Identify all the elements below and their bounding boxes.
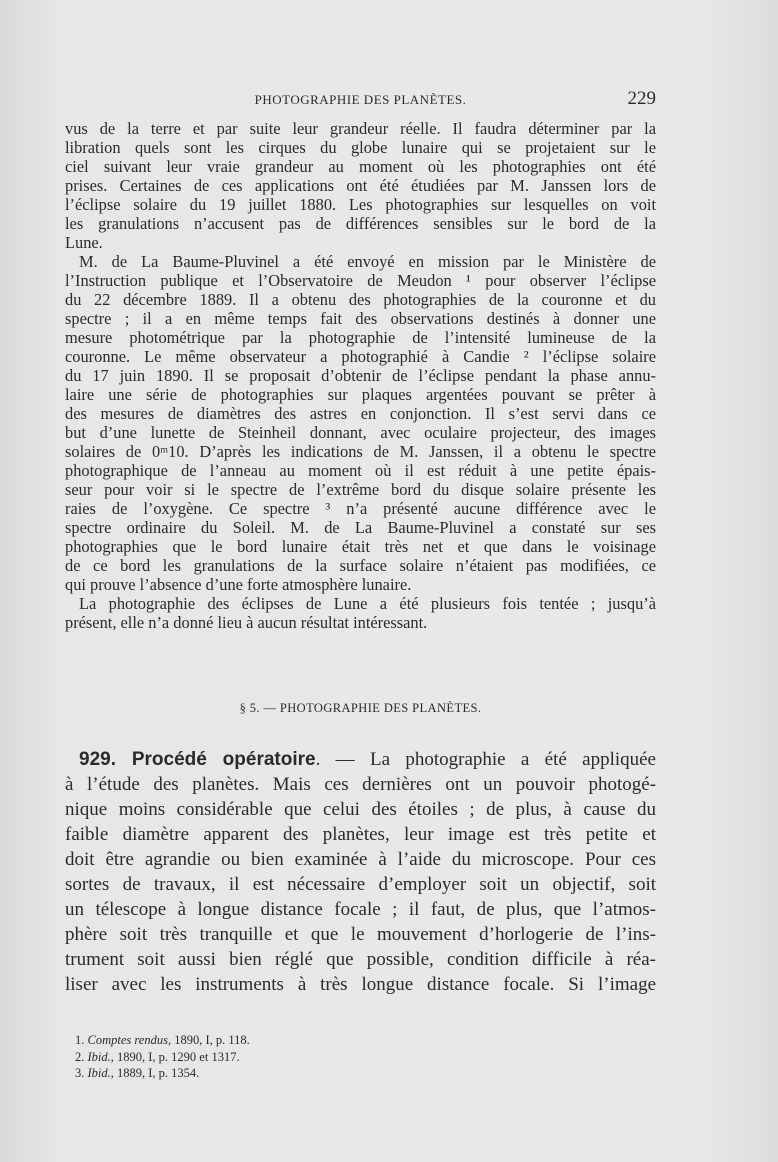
text-line: prises. Certaines de ces applications ont été étudiées par M. Janssen lors de xyxy=(65,176,656,195)
footnotes xyxy=(65,1032,656,1082)
text-line: de ce bord les granulations de la surface solaire n’étaient pas modifiées, ce xyxy=(65,556,656,575)
text-line: liser avec les instruments à très longue distance focale. Si l’image xyxy=(65,974,656,995)
text-line: un télescope à longue distance focale ; il faut, de plus, que l’atmos- xyxy=(65,899,656,920)
text-line: photographies que le bord lunaire était très net et que dans le voisinage xyxy=(65,537,656,556)
footnote xyxy=(65,1032,656,1049)
text-line: faible diamètre apparent des planètes, leur image est très petite et xyxy=(65,824,656,845)
text-line: laire une série de photographies sur plaques argentées pouvant se prêter à xyxy=(65,385,656,404)
text-line: du 22 décembre 1889. Il a obtenu des photographies de la couronne et du xyxy=(65,290,656,309)
article-first-line xyxy=(65,747,656,772)
body-text xyxy=(65,119,656,632)
footnote xyxy=(65,1065,656,1082)
footnote xyxy=(65,1049,656,1066)
footnote-number: 2. xyxy=(75,1049,85,1064)
article-title: 929. Procédé opératoire xyxy=(79,749,316,770)
text-line: raies de l’oxygène. Ce spectre ³ n’a présenté aucune différence avec le xyxy=(65,499,656,518)
text-line: sortes de travaux, il est nécessaire d’employer soit un objectif, soit xyxy=(65,874,656,895)
text-line: solaires de 0ᵐ10. D’après les indications de M. Janssen, il a obtenu le spectre xyxy=(65,442,656,461)
text-line: qui prouve l’absence d’une forte atmosphère lunaire. xyxy=(65,575,412,594)
text-line: but d’une lunette de Steinheil donnant, avec oculaire projecteur, des images xyxy=(65,423,656,442)
footnote-ref: 1889, I, p. 1354. xyxy=(113,1066,200,1081)
text-line: M. de La Baume-Pluvinel a été envoyé en mission par le Ministère de xyxy=(79,252,656,271)
text-line: spectre ; il a en même temps fait des observations destinés à donner une xyxy=(65,309,656,328)
text-line: couronne. Le même observateur a photographié à Candie ² l’éclipse solaire xyxy=(65,347,656,366)
article-929 xyxy=(65,747,656,997)
running-header xyxy=(65,88,656,110)
text-line: phère soit très tranquille et que le mouvement d’horlogerie de l’ins- xyxy=(65,924,656,945)
running-title: PHOTOGRAPHIE DES PLANÈTES. xyxy=(254,92,467,107)
text-line: du 17 juin 1890. Il se proposait d’obtenir de l’éclipse pendant la phase annu- xyxy=(65,366,656,385)
text-line: l’éclipse solaire du 19 juillet 1880. Les photographies sur lesquelles on voit xyxy=(65,195,656,214)
text-line: photographique de l’anneau au moment où il est réduit à une petite épais- xyxy=(65,461,656,480)
text-line: La photographie des éclipses de Lune a été plusieurs fois tentée ; jusqu’à xyxy=(79,594,656,613)
footnote-source: Ibid., xyxy=(87,1066,114,1081)
text-line: trument soit aussi bien réglé que possible, condition difficile à réa- xyxy=(65,949,656,970)
text-line: à l’étude des planètes. Mais ces dernières ont un pouvoir photogé- xyxy=(65,774,656,795)
footnote-number: 1. xyxy=(75,1033,85,1047)
article-first-line-text: . — La photographie a été appliquée xyxy=(315,749,656,770)
text-line: spectre ordinaire du Soleil. M. de La Baume-Pluvinel a constaté sur ses xyxy=(65,518,656,537)
text-line: les granulations n’accusent pas de différences sensibles sur le bord de la xyxy=(65,214,656,233)
text-line: Lune. xyxy=(65,233,103,252)
footnote-ref: 1890, I, p. 118. xyxy=(171,1033,250,1047)
footnote-source: Ibid., xyxy=(87,1049,114,1064)
text-line: l’Instruction publique et l’Observatoire de Meudon ¹ pour observer l’éclipse xyxy=(65,271,656,290)
text-line: présent, elle n’a donné lieu à aucun résultat intéressant. xyxy=(65,613,428,632)
footnote-ref: 1890, I, p. 1290 et 1317. xyxy=(113,1049,240,1064)
text-line: ciel suivant leur vraie grandeur au moment où les photographies ont été xyxy=(65,157,656,176)
text-line: vus de la terre et par suite leur grandeur réelle. Il faudra déterminer par la xyxy=(65,119,656,138)
footnote-number: 3. xyxy=(75,1066,85,1081)
text-line: des mesures de diamètres des astres en conjonction. Il s’est servi dans ce xyxy=(65,404,656,423)
text-line: seur pour voir si le spectre de l’extrême bord du disque solaire présente les xyxy=(65,480,656,499)
text-line: nique moins considérable que celui des étoiles ; de plus, à cause du xyxy=(65,799,656,820)
section-heading: § 5. — PHOTOGRAPHIE DES PLANÈTES. xyxy=(239,701,482,715)
text-line: doit être agrandie ou bien examinée à l’aide du microscope. Pour ces xyxy=(65,849,656,870)
footnote-source: Comptes rendus, xyxy=(87,1033,172,1047)
page-number: 229 xyxy=(627,88,656,109)
text-line: mesure photométrique par la photographie de l’intensité lumineuse de la xyxy=(65,328,656,347)
text-line: libration quels sont les cirques du globe lunaire qui se projetaient sur le xyxy=(65,138,656,157)
